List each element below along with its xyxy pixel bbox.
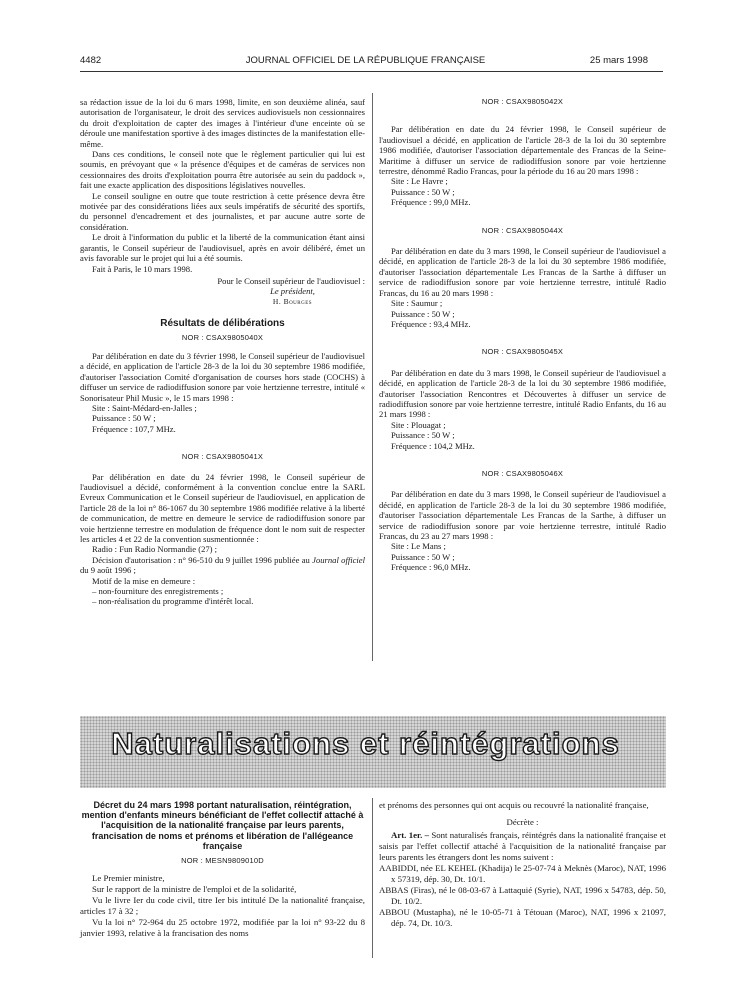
- nor-reference: NOR : MESN9809010D: [181, 856, 264, 866]
- list-item: ABBOU (Mustapha), né le 10-05-71 à Tétouan (Maroc), NAT, 1996 x 21097, dép. 74, Dt. 10/3.: [379, 907, 666, 928]
- issue-date: 25 mars 1998: [589, 55, 648, 66]
- paragraph: Par délibération en date du 3 février 1998, le Conseil supérieur de l'audiovisuel a décidé, en application de l'article 28-3 de la loi du 30 septembre 1986 modifiée, d'autoriser l'association Comité d'organisation de courses hors stade (COCHS) à diffuser un service de radiodiffusion sonore par voie hertzienne terrestre, intitulé « Sonorisateur Phil Music », le 15 mars 1998 :: [80, 350, 365, 403]
- paragraph: Par délibération en date du 24 février 1998, le Conseil supérieur de l'audiovisuel a décidé, conformément à la convention conclue entre la SARL Evreux Communication et le Conseil supérieur de l'audiovisuel, en application de l'article 28 de la loi n° 86-1067 du 30 septembre 1986 modifiée relative à la liberté de communication, de mettre en demeure le service de radiodiffusion sonore par voie hertzienne terrestre en modulation de fréquence dont le nom suit de respecter les articles 4 et 22 de la convention susmentionnée :: [80, 471, 365, 545]
- paragraph: sa rédaction issue de la loi du 6 mars 1998, limite, en son deuxième alinéa, sauf autorisation de l'organisateur, le droit des services audiovisuels non cessionnaires du droit d'exploitation de capter des images à l'intérieur d'une enceinte où se déroule une manifestation sportive à des images distinctes de la manifestation elle-même.: [80, 97, 365, 149]
- list-item: AABIDDI, née EL KEHEL (Khadija) le 25-07-74 à Meknès (Maroc), NAT, 1996 x 57319, dép. 30, Dt. 10/1.: [379, 863, 666, 884]
- list-item: – non-fourniture des enregistrements ;: [92, 586, 224, 597]
- list-item: Fréquence : 99,0 MHz.: [391, 197, 471, 208]
- page-number: 4482: [80, 55, 102, 66]
- list-item: Site : Le Havre ;: [391, 176, 448, 187]
- paragraph: Fait à Paris, le 10 mars 1998.: [92, 263, 193, 274]
- list-item: Puissance : 50 W ;: [391, 551, 455, 562]
- article-label: Art. 1er. –: [391, 830, 430, 840]
- signature-line: Pour le Conseil supérieur de l'audiovisuel :: [217, 275, 365, 286]
- list-item: Fréquence : 93,4 MHz.: [391, 318, 471, 329]
- nor-reference: NOR : CSAX9805046X: [481, 468, 564, 478]
- paragraph: et prénoms des personnes qui ont acquis ou recouvré la nationalité française,: [379, 800, 649, 810]
- column-divider: [372, 798, 373, 958]
- nor-reference: NOR : CSAX9805044X: [481, 225, 564, 235]
- article-1: [379, 830, 666, 863]
- decree-title: Décret du 24 mars 1998 portant naturalisation, réintégration, mention d'enfants mineurs bénéficiant de l'effet collectif attaché à l'acquisition de la nationalité française par leurs parents, francisation de noms et prénoms et libération de l'allégeance française: [81, 800, 364, 851]
- list-item: Puissance : 50 W ;: [391, 186, 455, 197]
- paragraph: Par délibération en date du 3 mars 1998, le Conseil supérieur de l'audiovisuel a décidé, en application de l'article 28-3 de la loi du 30 septembre 1986 modifiée, d'autoriser l'association Rencontres et Découvertes à diffuser un service de radiodiffusion sonore par voie hertzienne terrestre, intitulé Radio Enfants, du 16 au 21 mars 1998 :: [379, 367, 666, 420]
- list-item: Site : Saumur ;: [391, 298, 443, 309]
- paragraph: Vu la loi n° 72-964 du 25 octobre 1972, modifiée par la loi n° 93-22 du 8 janvier 1993, relative à la francisation des noms: [80, 917, 365, 939]
- paragraph: Le conseil souligne en outre que toute restriction à cette présence devra être motivée par des considérations liées aux seuls impératifs de sécurité des sportifs, du personnel d'encadrement et des journalistes, et par aucune autre sorte de considération.: [80, 190, 365, 232]
- header-rule: [80, 71, 663, 72]
- list-item: – non-réalisation du programme d'intérêt local.: [92, 596, 254, 607]
- list-item: Site : Plouagat ;: [391, 419, 446, 430]
- paragraph: Le droit à l'information du public et la liberté de la communication étant ainsi garantis, le Conseil supérieur de l'audiovisuel, après en avoir délibéré, émet un avis favorable sur le projet qui lui a été soumis.: [80, 232, 365, 264]
- section-title: Résultats de délibérations: [160, 318, 285, 330]
- decision-prefix: Décision d'autorisation : n° 96-510 du 9 juillet 1996 publiée au: [92, 554, 310, 565]
- banner-title: Naturalisations et réintégrations: [111, 726, 620, 761]
- paragraph: Par délibération en date du 3 mars 1998, le Conseil supérieur de l'audiovisuel a décidé, en application de l'article 28-3 de la loi du 30 septembre 1986 modifiée, d'autoriser l'association départementale Les Francas de la Sarthe, à diffuser un service de radiodiffusion sonore par voie hertzienne terrestre, intitulé Radio Francas, du 23 au 27 mars 1998 :: [379, 489, 666, 541]
- list-item: Fréquence : 107,7 MHz.: [92, 423, 176, 434]
- paragraph: Vu le livre Ier du code civil, titre Ier bis intitulé De la nationalité française, articles 17 à 32 ;: [80, 895, 365, 917]
- decree-left-column: [80, 800, 365, 939]
- list-item: Radio : Fun Radio Normandie (27) ;: [92, 544, 218, 555]
- list-item: ABBAS (Firas), né le 08-03-67 à Lattaquié (Syrie), NAT, 1996 x 54783, dép. 50, Dt. 10/2.: [379, 885, 666, 906]
- signature-role: Le président,: [270, 286, 315, 297]
- list-item: Site : Le Mans ;: [391, 541, 446, 552]
- paragraph: Par délibération en date du 3 mars 1998, le Conseil supérieur de l'audiovisuel a décidé, en application de l'article 28-3 de la loi du 30 septembre 1986 modifiée, d'autoriser l'association départementale Les Francas de la Sarthe à diffuser un service de radiodiffusion sonore par voie hertzienne terrestre, intitulé Radio Francas, du 16 au 20 mars 1998 :: [379, 246, 666, 298]
- list-item: Puissance : 50 W ;: [391, 430, 455, 441]
- list-item: Fréquence : 104,2 MHz.: [391, 440, 475, 451]
- paragraph: Dans ces conditions, le conseil note que le règlement particulier qui lui est soumis, en prévoyant que « la présence d'équipes et de caméras de services non cessionnaires des droits d'exploitation pourra être autorisée au sein du paddock », fait une exacte application des dispositions législatives nouvelles.: [80, 149, 365, 191]
- nor-reference: NOR : CSAX9805042X: [481, 97, 564, 106]
- signature-name: H. Bourges: [272, 296, 313, 306]
- list-item: Fréquence : 96,0 MHz.: [391, 562, 471, 573]
- article-text: Sont naturalisés français, réintégrés dans la nationalité française et saisis par l'effet collectif attaché à l'acquisition de la nationalité française par leurs parents les étrangers dont les noms suivent :: [379, 830, 666, 862]
- nor-reference: NOR : CSAX9805040X: [181, 332, 264, 342]
- column-divider: [372, 93, 373, 661]
- decree-opening: Le Premier ministre,: [92, 873, 165, 884]
- paragraph: Sur le rapport de la ministre de l'emploi et de la solidarité,: [92, 884, 297, 895]
- nor-reference: NOR : CSAX9805045X: [481, 347, 564, 357]
- paragraph: Par délibération en date du 24 février 1998, le Conseil supérieur de l'audiovisuel a décidé, en application de l'article 28-3 de la loi du 30 septembre 1986 modifiée, d'autoriser l'association départementale des Francas de la Seine-Maritime à diffuser un service de radiodiffusion sonore par voie hertzienne terrestre, dénommé Radio Francas, pour la période du 16 au 20 mars 1998 :: [379, 124, 666, 177]
- decree-verb: Décrète :: [506, 817, 539, 827]
- decree-right-column: [379, 800, 666, 929]
- left-column: [80, 97, 365, 607]
- journal-reference: Journal officiel: [312, 554, 366, 565]
- list-item: Motif de la mise en demeure :: [92, 575, 196, 586]
- decision-line: [80, 555, 365, 576]
- list-item: Site : Saint-Médard-en-Jalles ;: [92, 402, 197, 413]
- list-item: Puissance : 50 W ;: [391, 308, 455, 319]
- nor-reference: NOR : CSAX9805041X: [181, 452, 264, 462]
- list-item: Puissance : 50 W ;: [92, 413, 156, 424]
- right-column: [379, 97, 666, 573]
- decision-suffix: du 9 août 1996 ;: [80, 565, 136, 576]
- journal-title: JOURNAL OFFICIEL DE LA RÉPUBLIQUE FRANÇAISE: [245, 55, 486, 66]
